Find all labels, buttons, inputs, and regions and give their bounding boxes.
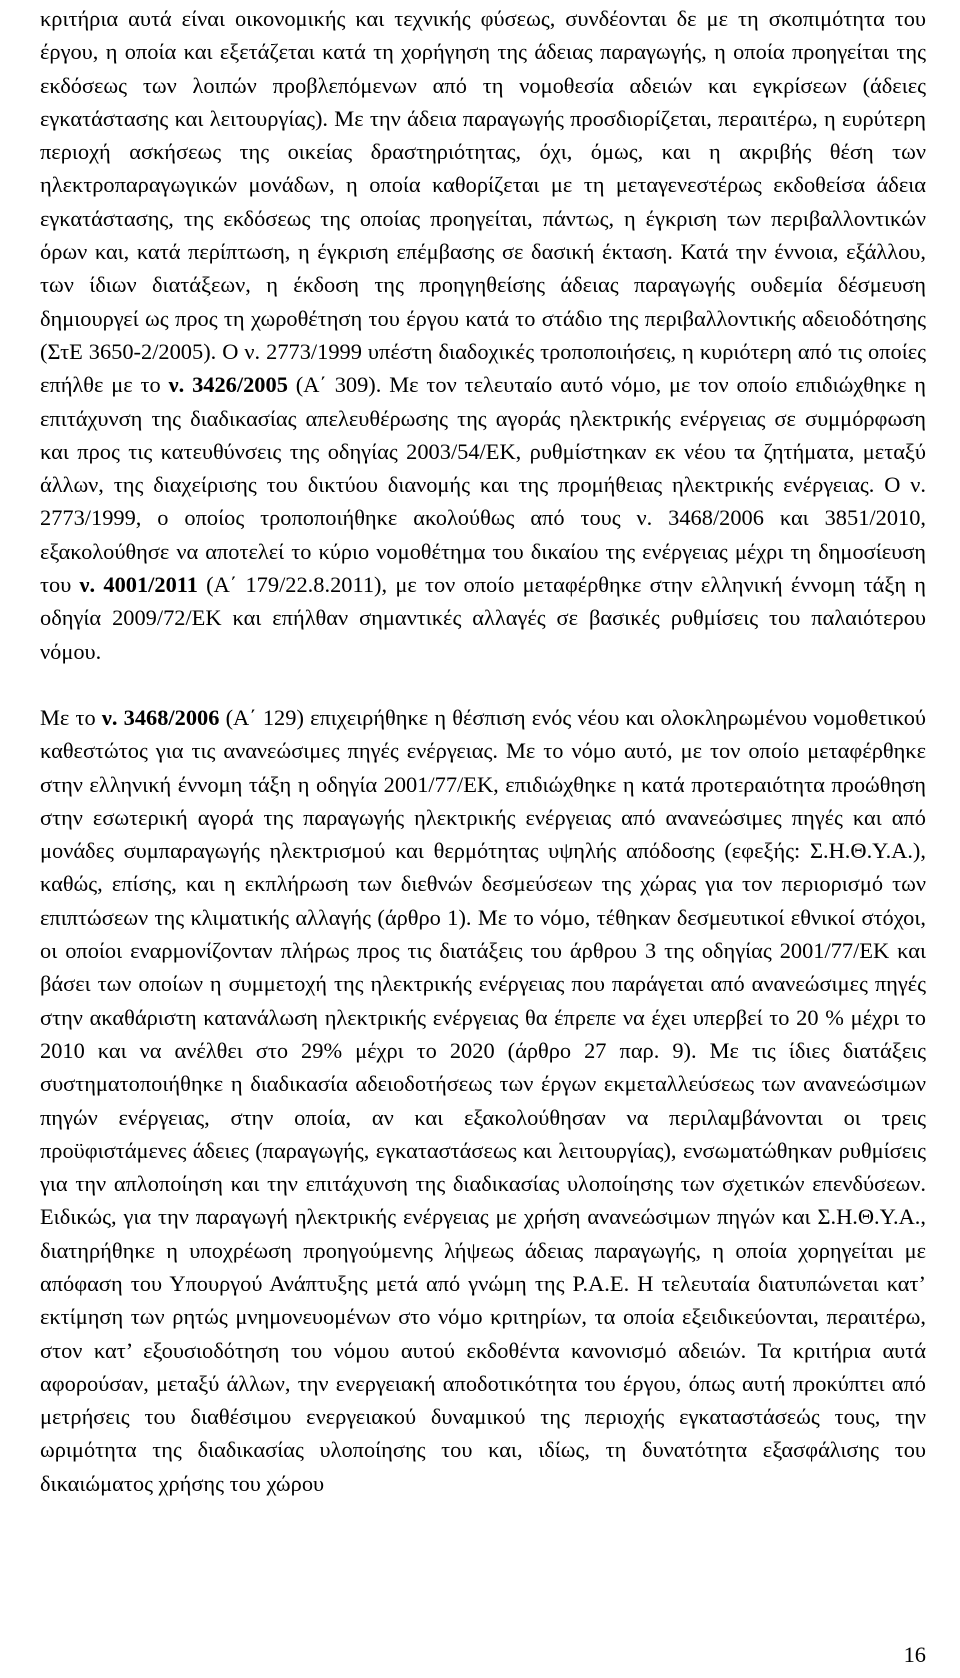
paragraph-1	[40, 2, 926, 668]
law-reference-3426-2005: ν. 3426/2005	[168, 372, 288, 398]
law-reference-3468-2006: ν. 3468/2006	[101, 704, 220, 730]
paragraph-2-text: Με το	[40, 704, 102, 730]
paragraph-1-text: (Α΄ 309). Με τον τελευταίο αυτό νόμο, με τον οποίο επιδιώχθηκε η επιτάχυνση της διαδικασίας απελευθέρωσης της αγοράς ηλεκτρικής ενέργειας σε συμμόρφωση και προς τις κατευθύνσεις της οδηγίας 2003/54/ΕΚ, ρυθμίστηκαν εκ νέου τα ζητήματα, μεταξύ άλλων, της διαχείρισης του δικτύου διανομής και της προμήθειας ηλεκτρικής ενέργειας. Ο ν. 2773/1999, ο οποίος τροποποιήθηκε ακολούθως από τους ν. 3468/2006 και 3851/2010, εξακολούθησε να αποτελεί το κύριο νομοθέτημα του δικαίου της ενέργειας μέχρι τη δημοσίευση του	[40, 372, 926, 598]
page-number: 16	[903, 1642, 926, 1667]
paragraph-2-text: (Α΄ 129) επιχειρήθηκε η θέσπιση ενός νέου και ολοκληρωμένου νομοθετικού καθεστώτος για τις ανανεώσιμες πηγές ενέργειας. Με το νόμο αυτό, με τον οποίο μεταφέρθηκε στην ελληνική έννομη τάξη η οδηγία 2001/77/ΕΚ, επιδιώχθηκε η κατά προτεραιότητα προώθηση στην εσωτερική αγορά της παραγωγής ηλεκτρικής ενέργειας από ανανεώσιμες πηγές και από μονάδες συμπαραγωγής ηλεκτρισμού και θερμότητας υψηλής απόδοσης (εφεξής: Σ.Η.Θ.Υ.Α.), καθώς, επίσης, και η εκπλήρωση των διεθνών δεσμεύσεων της χώρας για τον περιορισμό των επιπτώσεων της κλιματικής αλλαγής (άρθρο 1). Με το νόμο, τέθηκαν δεσμευτικοί εθνικοί στόχοι, οι οποίοι εναρμονίζονταν πλήρως προς τις διατάξεις του άρθρου 3 της οδηγίας 2001/77/ΕΚ και βάσει των οποίων η συμμετοχή της ηλεκτρικής ενέργειας που παράγεται από ανανεώσιμες πηγές στην ακαθάριστη κατανάλωση ηλεκτρικής ενέργειας θα έπρεπε να έχει υπερβεί το 20 % μέχρι το 2010 και να ανέλθει στο 29% μέχρι το 2020 (άρθρο 27 παρ. 9). Με τις ίδιες διατάξεις συστηματοποιήθηκε η διαδικασία αδειοδοτήσεως των έργων εκμεταλλεύσεως των ανανεώσιμων πηγών ενέργειας, στην οποία, αν και εξακολούθησαν να περιλαμβάνονται οι τρεις προϋφιστάμενες άδειες (παραγωγής, εγκαταστάσεως και λειτουργίας), ενσωματώθηκαν ρυθμίσεις για την απλοποίηση και την επιτάχυνση της διαδικασίας υλοποίησης των σχετικών επενδύσεων. Ειδικώς, για την παραγωγή ηλεκτρικής ενέργειας με χρήση ανανεώσιμων πηγών και Σ.Η.Θ.Υ.Α., διατηρήθηκε η υποχρέωση προηγούμενης λήψεως άδειας παραγωγής, η οποία χορηγείται με απόφαση του Υπουργού Ανάπτυξης μετά από γνώμη της Ρ.Α.Ε. Η τελευταία διατυπώνεται κατ’ εκτίμηση των ρητώς μνημονευομένων στο νόμο κριτηρίων, τα οποία εξειδικεύονται, περαιτέρω, στον κατ’ εξουσιοδότηση του νόμου αυτού εκδοθέντα κανονισμό αδειών. Τα κριτήρια αυτά αφορούσαν, μεταξύ άλλων, την ενεργειακή αποδοτικότητα του έργου, όπως αυτή προκύπτει από μετρήσεις του διαθέσιμου ενεργειακού δυναμικού της περιοχής εγκαταστάσεώς τους, την ωριμότητα της διαδικασίας υλοποίησης του και, ιδίως, τη δυνατότητα εξασφάλισης του δικαιώματος χρήσης του χώρου	[40, 704, 927, 1496]
law-reference-4001-2011: ν. 4001/2011	[79, 572, 198, 598]
document-body	[40, 2, 926, 1500]
paragraph-2	[40, 701, 926, 1500]
paragraph-1-text: (Α΄ 179/22.8.2011), με τον οποίο μεταφέρθηκε στην ελληνική έννομη τάξη η οδηγία 2009/72/ΕΚ και επήλθαν σημαντικές αλλαγές σε βασικές ρυθμίσεις του παλαιότερου νόμου.	[40, 572, 926, 664]
paragraph-1-text: κριτήρια αυτά είναι οικονομικής και τεχνικής φύσεως, συνδέονται δε με τη σκοπιμότητα του έργου, η οποία και εξετάζεται κατά τη χορήγηση της άδειας παραγωγής, η οποία προηγείται της εκδόσεως των λοιπών προβλεπόμενων από τη νομοθεσία αδειών και εγκρίσεων (άδειες εγκατάστασης και λειτουργίας). Με την άδεια παραγωγής προσδιορίζεται, περαιτέρω, η ευρύτερη περιοχή ασκήσεως της οικείας δραστηριότητας, όχι, όμως, και η ακριβής θέση των ηλεκτροπαραγωγικών μονάδων, η οποία καθορίζεται με τη μεταγενεστέρως εκδοθείσα άδεια εγκατάστασης, της εκδόσεως της οποίας προηγείται, πάντως, η έγκριση των περιβαλλοντικών όρων και, κατά περίπτωση, η έγκριση επέμβασης σε δασική έκταση. Κατά την έννοια, εξάλλου, των ίδιων διατάξεων, η έκδοση της προηγηθείσης άδειας παραγωγής ουδεμία δέσμευση δημιουργεί ως προς τη χωροθέτηση του έργου κατά το στάδιο της περιβαλλοντικής αδειοδότησης (ΣτΕ 3650-2/2005). Ο ν. 2773/1999 υπέστη διαδοχικές τροποποιήσεις, η κυριότερη από τις οποίες επήλθε με το	[40, 6, 926, 398]
